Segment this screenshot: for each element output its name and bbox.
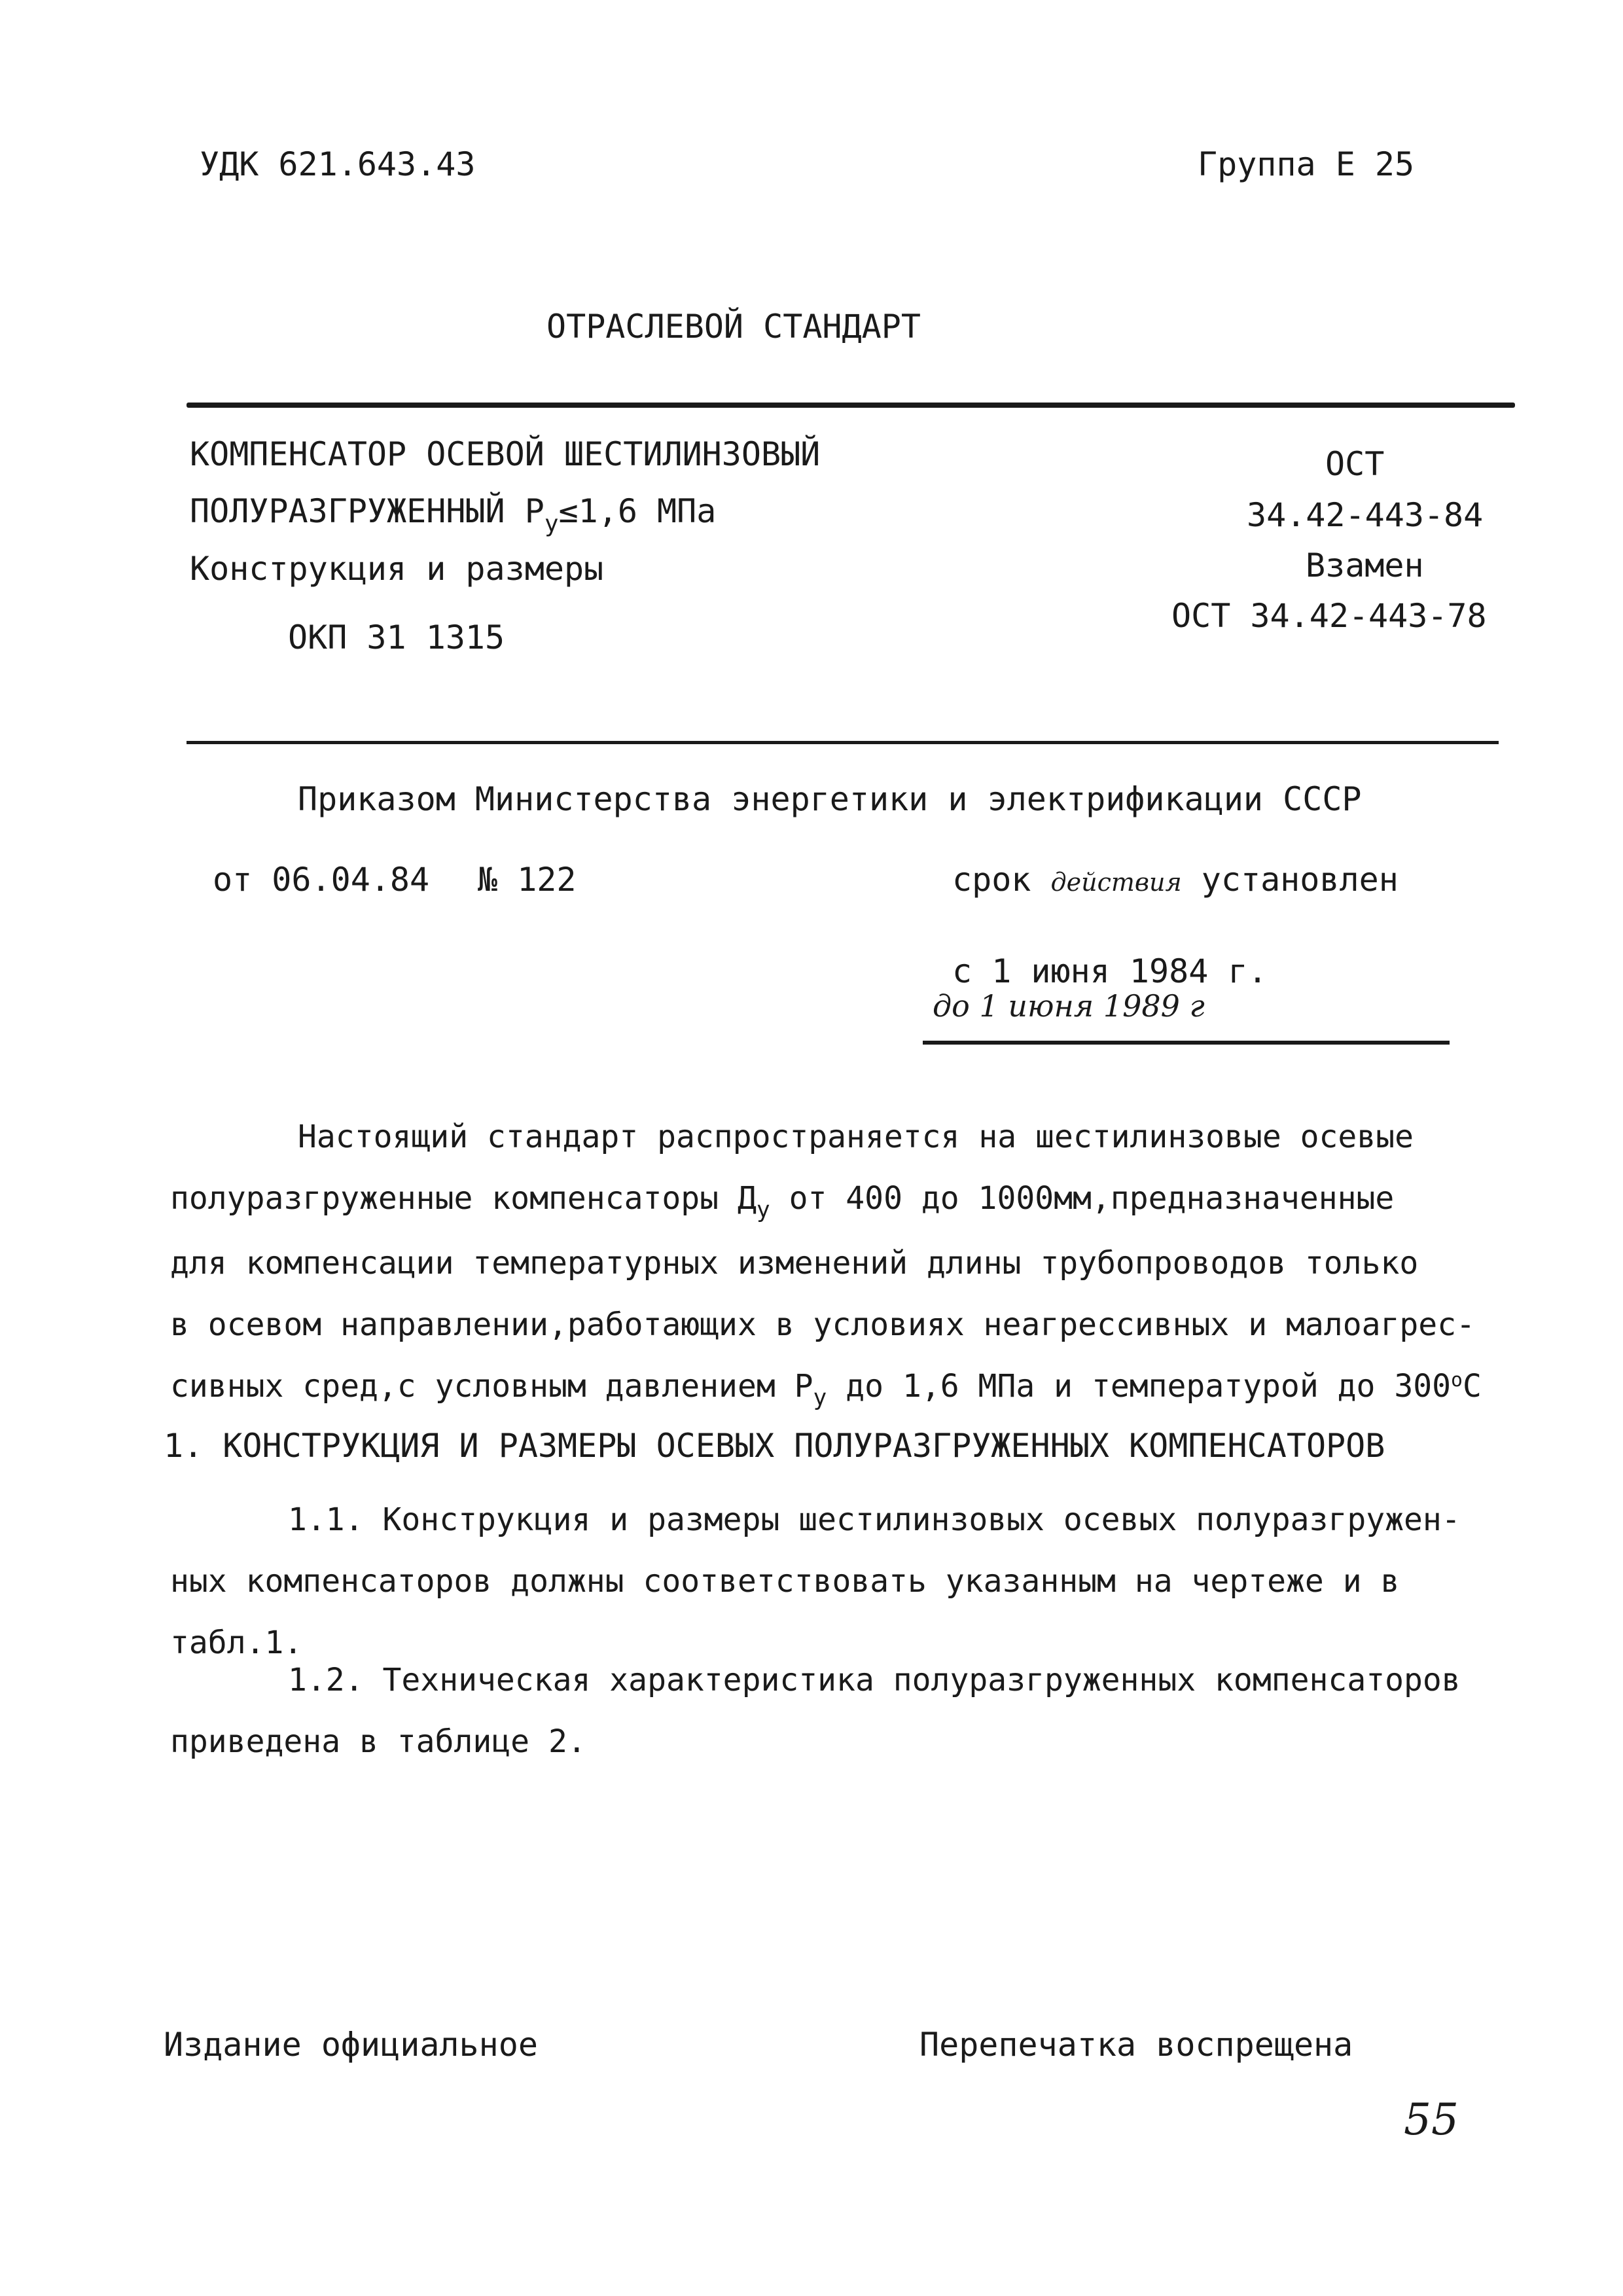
top-rule: [187, 403, 1515, 408]
validity-term: срок действия установлен: [952, 861, 1399, 899]
intro-paragraph: Настоящий стандарт распространяется на шестилинзовые осевые полуразгруженные компенсаторы $Д_у$ от 400 до 1000мм,предназначенные для компенсации температурных изменений длины трубопроводов только в осевом направлении,работающих в условиях неагрессивных и малоагрес- сивных сред,с условным давлением $Р_у$ до 1,6 МПа и температурой до $300^оС$: [170, 1119, 1482, 1412]
validity-rule: [923, 1041, 1450, 1045]
order-number: № 122: [478, 861, 577, 899]
section-heading: 1. КОНСТРУКЦИЯ И РАЗМЕРЫ ОСЕВЫХ ПОЛУРАЗГРУЖЕННЫХ КОМПЕНСАТОРОВ: [164, 1427, 1385, 1465]
paragraph-1-2: 1.2. Техническая характеристика полуразгруженных компенсаторов приведена в таблице 2.: [170, 1662, 1461, 1760]
reprint-note: Перепечатка воспрещена: [919, 2026, 1353, 2064]
edition-note: Издание официальное: [164, 2026, 538, 2064]
validity-from: с 1 июня 1984 г.: [952, 952, 1268, 990]
replaces-number: ОСТ 34.42-443-78: [1171, 597, 1487, 635]
standard-subtitle: Конструкция и размеры: [190, 550, 604, 588]
ost-number: 34.42-443-84: [1247, 496, 1484, 534]
document-title: ОТРАСЛЕВОЙ СТАНДАРТ: [546, 308, 921, 346]
udk-code: УДК 621.643.43: [200, 145, 476, 183]
standard-name-line1: КОМПЕНСАТОР ОСЕВОЙ ШЕСТИЛИНЗОВЫЙ: [190, 435, 821, 473]
replaces-label: Взамен: [1306, 547, 1424, 584]
validity-to-handwritten: до 1 июня 1989 г: [933, 988, 1205, 1024]
okp-code: ОКП 31 1315: [288, 619, 505, 656]
standard-name-line2: ПОЛУРАЗГРУЖЕННЫЙ $Р_у\le 1,6$ МПа: [190, 492, 717, 537]
group-code: Группа Е 25: [1198, 145, 1415, 183]
ost-label: ОСТ: [1325, 445, 1385, 483]
order-date: от 06.04.84: [213, 861, 430, 899]
paragraph-1-1: 1.1. Конструкция и размеры шестилинзовых осевых полуразгружен- ных компенсаторов должны соответствовать указанным на чертеже и в табл.1.: [170, 1501, 1461, 1661]
page-number: 55: [1404, 2094, 1459, 2145]
middle-rule: [187, 741, 1499, 744]
order-line: Приказом Министерства энергетики и электрификации СССР: [298, 780, 1362, 818]
